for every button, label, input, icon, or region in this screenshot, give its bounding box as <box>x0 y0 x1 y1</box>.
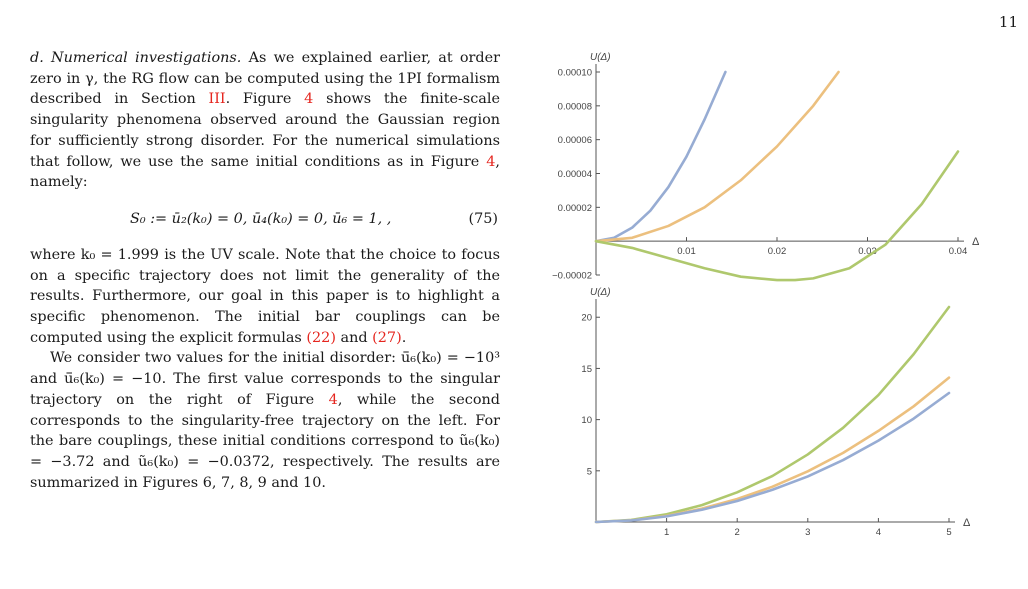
series-line-green <box>596 152 958 281</box>
figure-link[interactable]: 4 <box>304 91 314 108</box>
page-cut <box>0 580 1028 589</box>
series-line-blue <box>596 72 725 241</box>
y-tick-label: 0.00004 <box>557 169 592 180</box>
x-axis-label: Δ <box>963 517 971 529</box>
x-tick-label: 4 <box>875 527 882 538</box>
x-tick-label: 3 <box>805 527 811 538</box>
text-column <box>30 48 500 493</box>
y-tick-label: 20 <box>581 312 592 324</box>
plot-small-delta <box>552 48 1000 293</box>
plot-large-delta <box>560 285 1000 550</box>
figure-link[interactable]: 4 <box>486 153 496 170</box>
paragraph-text: , namely: <box>30 153 500 191</box>
equation-link[interactable]: (22) <box>306 329 336 346</box>
paragraph-numerical-investigations <box>30 48 500 193</box>
page-number: 11 <box>998 13 1018 31</box>
paragraph-text: , while the second corresponds to the singularity-free trajectory on the left. For the bare couplings, these initial conditions correspond to ũ₆(k₀) = −3.72 and ũ₆(k₀) = −0.0372, respectively. The results are summarized in Figures 6, 7, 8, 9 and 10. <box>30 391 500 491</box>
x-tick-label: 0.02 <box>767 246 787 258</box>
x-tick-label: 0.01 <box>677 246 696 258</box>
x-axis-label: Δ <box>972 236 980 249</box>
series-line-orange <box>596 72 839 241</box>
paragraph-text: shows the finite-scale singularity phenomena observed around the Gaussian region for sufficiently strong disorder. For the numerical simulations that follow, we use the same initial conditions as in Figure <box>30 91 500 170</box>
paragraph-heading: d. Numerical investigations. <box>30 50 242 66</box>
x-tick-label: 2 <box>734 527 740 538</box>
y-axis-label: U(Δ) <box>590 52 611 63</box>
x-tick-label: 0.04 <box>948 246 968 258</box>
paragraph-text: . <box>401 329 407 346</box>
paragraph-text: and <box>335 329 373 346</box>
series-line-blue <box>596 393 949 522</box>
x-tick-label: 5 <box>946 527 952 538</box>
y-tick-label: 0.00010 <box>557 67 592 79</box>
y-tick-label: 10 <box>581 415 592 427</box>
equation-body: S₀ := ū₂(k₀) = 0, ū₄(k₀) = 0, ū₆ = 1, , <box>130 210 392 227</box>
y-tick-label: 0.00002 <box>557 202 592 214</box>
y-tick-label: 0.00008 <box>557 101 592 113</box>
y-tick-label: 15 <box>581 363 592 375</box>
paragraph-text: As we explained earlier, at order zero in γ, the RG flow can be computed using the 1PI formalism described in Section <box>30 50 500 108</box>
section-link[interactable]: III <box>208 91 226 108</box>
series-line-orange <box>596 378 949 522</box>
y-tick-label: 5 <box>586 466 592 478</box>
x-tick-label: 0.03 <box>858 246 877 258</box>
equation-number: (75) <box>468 210 498 227</box>
equation-75 <box>30 207 500 231</box>
paragraph-initial-conditions <box>30 245 500 349</box>
y-axis-label: U(Δ) <box>590 287 611 298</box>
paragraph-disorder-values <box>30 348 500 493</box>
equation-link[interactable]: (27) <box>372 329 402 346</box>
paragraph-text: . Figure <box>225 91 305 108</box>
x-tick-label: 1 <box>663 527 670 538</box>
paragraph-text: where k₀ = 1.999 is the UV scale. Note that the choice to focus on a specific trajectory does not limit the generality of the results. Furthermore, our goal in this paper is to highlight a specific phenomenon. The initial bar couplings can be computed using the explicit formulas <box>30 246 500 346</box>
figure-link[interactable]: 4 <box>328 391 338 408</box>
y-tick-label: 0.00006 <box>557 135 592 147</box>
paragraph-text: We consider two values for the initial disorder: ū̄₆(k₀) = −10³ and ū̄₆(k₀) = −10. The first value corresponds to the singular trajectory on the right of Figure <box>30 350 500 408</box>
y-tick-label: −0.00002 <box>552 270 592 282</box>
